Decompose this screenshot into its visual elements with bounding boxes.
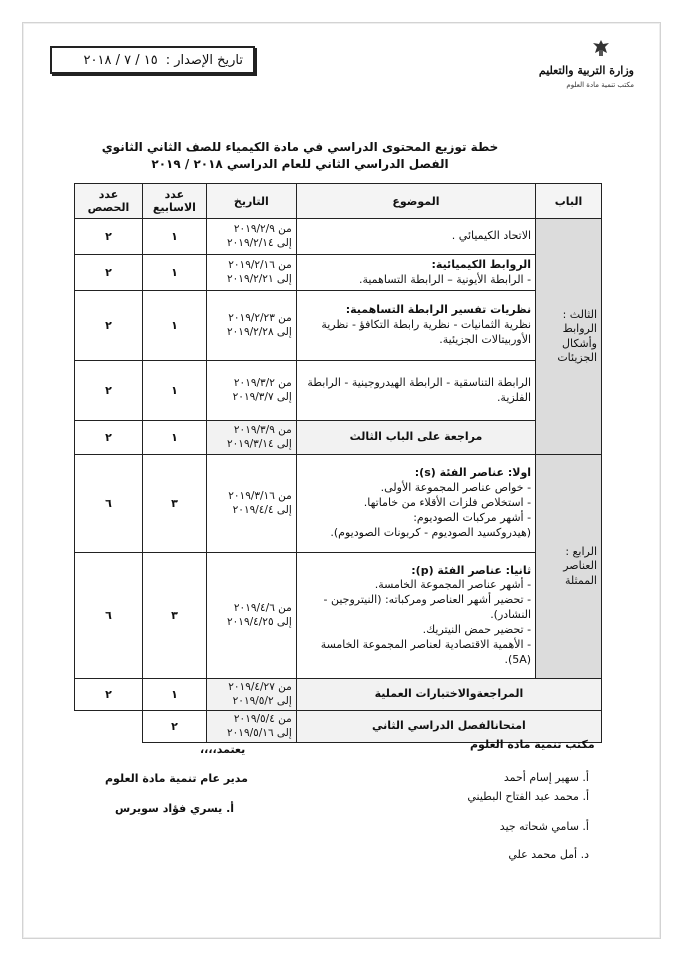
table-row — [75, 291, 602, 361]
member-name: أ. محمد عبد الفتاح البطيني — [467, 790, 589, 803]
general-manager-title: مدير عام تنمية مادة العلوم — [105, 772, 248, 785]
weeks-cell: ١ — [142, 361, 206, 421]
document-subtitle: الفصل الدراسي الثاني للعام الدراسي ٢٠١٨ / ٢٠١٩ — [151, 157, 449, 171]
ministry-name: وزارة التربية والتعليم — [538, 64, 634, 77]
table-row — [75, 219, 602, 255]
periods-cell: ٢ — [75, 679, 143, 711]
topic-cell: الاتحاد الكيميائي . — [296, 219, 535, 255]
date-cell: من ٢٠١٩/٢/٢٣ إلى ٢٠١٩/٢/٢٨ — [206, 291, 296, 361]
weeks-cell: ١ — [142, 679, 206, 711]
chapter-four-cell: الرابع : العناصر الممثلة — [536, 455, 602, 679]
header-date: التاريخ — [206, 184, 296, 219]
topic-cell: نظريات تفسير الرابطة التساهمية: نظرية الثمانيات - نظرية رابطة التكافؤ - نظرية الأوربيتالات الجزيئية. — [296, 291, 535, 361]
ministry-logo — [538, 36, 636, 96]
plan-table — [74, 183, 602, 743]
periods-cell: ٢ — [75, 255, 143, 291]
weeks-cell: ٣ — [142, 455, 206, 553]
weeks-cell: ٣ — [142, 553, 206, 679]
member-name: أ. سهير إسام أحمد — [503, 771, 589, 784]
table-row — [75, 421, 602, 455]
topic-cell: امتحانالفصل الدراسي الثاني — [296, 711, 601, 743]
topic-cell: الروابط الكيميائية: - الرابطة الأيونية – الرابطة التساهمية. — [296, 255, 535, 291]
topic-cell: ثانيا: عناصر الفئة (p): - أشهر عناصر المجموعة الخامسة. - تحضير أشهر العناصر ومركباته: (النيتروجين - النشادر). - تحضير حمض النيتريك. - الأهمية الاقتصادية لعناصر المجموعة الخامسة (5A). — [296, 553, 535, 679]
office-label: مكتب تنمية مادة العلوم — [470, 738, 595, 751]
issue-date-value: ١٥ / ٧ / ٢٠١٨ — [83, 52, 158, 68]
date-cell: من ٢٠١٩/٢/١٦ إلى ٢٠١٩/٢/٢١ — [206, 255, 296, 291]
eagle-emblem-icon — [590, 38, 612, 60]
date-cell: من ٢٠١٩/٢/٩ إلى ٢٠١٩/٢/١٤ — [206, 219, 296, 255]
date-cell: من ٢٠١٩/٤/٦ إلى ٢٠١٩/٤/٢٥ — [206, 553, 296, 679]
periods-cell: ٢ — [75, 361, 143, 421]
chapter-three-cell: الثالث : الروابط وأشكال الجزيئات — [536, 219, 602, 455]
topic-cell: الرابطة التناسقية - الرابطة الهيدروجينية - الرابطة الفلزية. — [296, 361, 535, 421]
header-weeks: عدد الاسابيع — [142, 184, 206, 219]
weeks-cell: ١ — [142, 219, 206, 255]
table-row — [75, 255, 602, 291]
table-header-row — [75, 184, 602, 219]
date-cell: من ٢٠١٩/٣/١٦ إلى ٢٠١٩/٤/٤ — [206, 455, 296, 553]
table-row — [75, 455, 602, 553]
document-title: خطة توزيع المحتوى الدراسي في مادة الكيمياء للصف الثاني الثانوي — [101, 140, 499, 154]
periods-cell — [75, 711, 143, 743]
member-name: أ. سامي شحاته جيد — [499, 820, 589, 833]
approval-label: يعتمد،،،، — [200, 743, 246, 756]
date-cell: من ٢٠١٩/٥/٤ إلى ٢٠١٩/٥/١٦ — [206, 711, 296, 743]
weeks-cell: ١ — [142, 421, 206, 455]
ministry-subtitle: مكتب تنمية مادة العلوم — [566, 81, 634, 89]
table-row — [75, 679, 602, 711]
periods-cell: ٢ — [75, 219, 143, 255]
date-cell: من ٢٠١٩/٣/٩ إلى ٢٠١٩/٣/١٤ — [206, 421, 296, 455]
header-topic: الموضوع — [296, 184, 535, 219]
periods-cell: ٢ — [75, 421, 143, 455]
topic-cell: المراجعةوالاختبارات العملية — [296, 679, 601, 711]
topic-cell: مراجعة على الباب الثالث — [296, 421, 535, 455]
date-cell: من ٢٠١٩/٣/٢ إلى ٢٠١٩/٣/٧ — [206, 361, 296, 421]
weeks-cell: ١ — [142, 291, 206, 361]
header-chapter: الباب — [536, 184, 602, 219]
topic-cell: اولا: عناصر الفئة (s): - خواص عناصر المجموعة الأولى. - استخلاص فلزات الأقلاء من خاماتها. - أشهر مركبات الصوديوم: (هيدروكسيد الصوديوم - كربونات الصوديوم). — [296, 455, 535, 553]
periods-cell: ٦ — [75, 553, 143, 679]
table-row — [75, 553, 602, 679]
header-periods: عدد الحصص — [75, 184, 143, 219]
general-manager-name: أ. يسري فؤاد سويرس — [115, 802, 235, 815]
issue-date-box — [50, 46, 255, 74]
member-name: د. أمل محمد علي — [508, 848, 589, 861]
issue-date-label: تاريخ الإصدار : — [165, 52, 243, 68]
periods-cell: ٢ — [75, 291, 143, 361]
periods-cell: ٦ — [75, 455, 143, 553]
table-row — [75, 361, 602, 421]
weeks-cell: ١ — [142, 255, 206, 291]
date-cell: من ٢٠١٩/٤/٢٧ إلى ٢٠١٩/٥/٢ — [206, 679, 296, 711]
weeks-cell: ٢ — [142, 711, 206, 743]
